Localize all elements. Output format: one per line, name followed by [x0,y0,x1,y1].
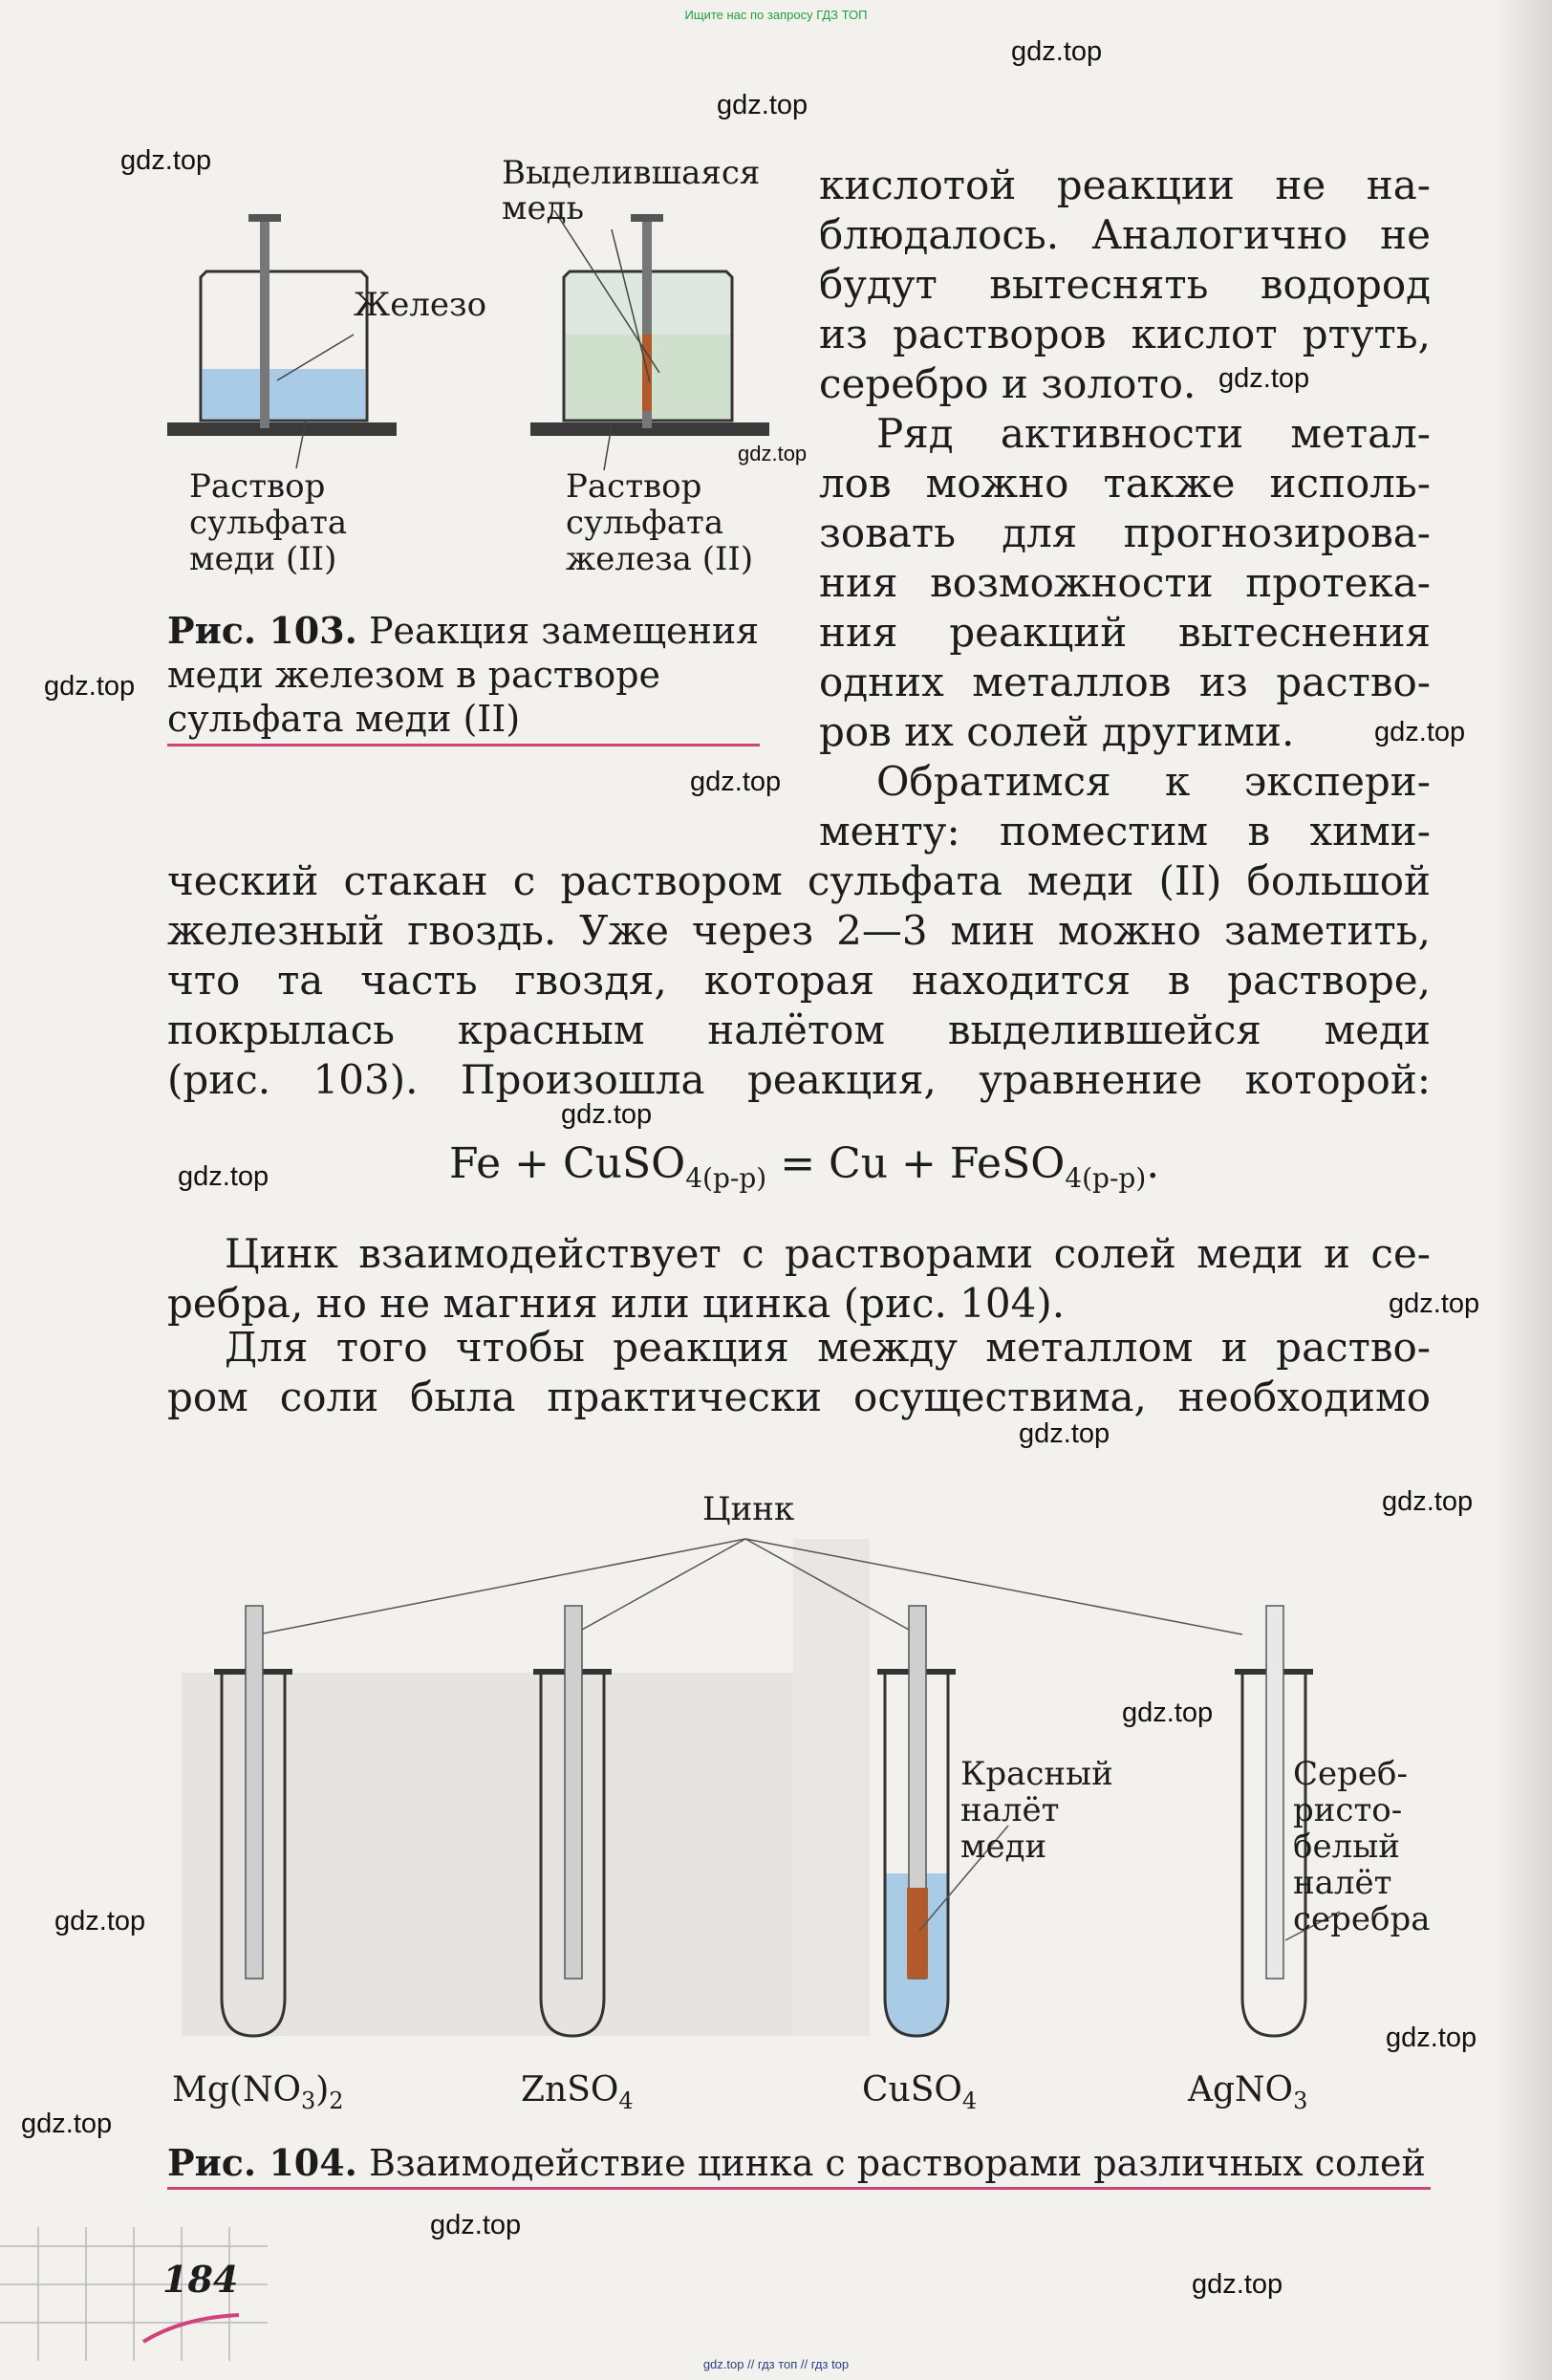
label-iron: Железо [354,286,487,324]
salt-cu-sulfate: CuSO$_4$ [862,2070,978,2115]
solution-left-label: Раствор сульфата меди (II) [189,467,348,578]
reaction-condition-paragraph: Для того чтобы реакция между металлом и раство- ром соли была практически осуществима, необходимо [167,1324,1431,1420]
watermark: gdz.top [1019,1418,1110,1449]
top-search-note: Ищите нас по запросу ГДЗ ТОП [684,8,868,22]
experiment-paragraph: ческий стакан с раствором сульфата меди (II) большой железный гвоздь. Уже через 2—3 мин можно заметить, что та часть гвоздя, которая находится в растворе, покрылась красным налётом выделившейся меди (рис. 103). Произошла реакция, уравнение которой: [167,857,1431,1103]
beaker-left [167,214,397,436]
caption-number: Рис. 103. [167,609,357,652]
figure-103-caption: Рис. 103. Реакция замещения меди железом в растворе сульфата меди (II) [167,609,760,740]
figure-103-illustration [162,191,774,478]
watermark: gdz.top [561,1099,653,1130]
right-column-text: кислотой реакции не на- блюдалось. Аналогично не будут вытеснять водород из растворов кислот ртуть, серебро и золото. Ряд активности метал- лов можно также исполь- зовать для прогнозирова- ния возможности протека- ния реакций вытеснения одних металлов из раство- ров их солей другими. Обратимся к экспери- менту: поместим в хими- [819,162,1431,855]
page-number: 184 [162,2258,239,2301]
red-coat-label: Красный налёт меди [960,1755,1113,1866]
test-tube-cu [877,1606,956,2036]
watermark: gdz.top [1122,1698,1214,1728]
watermark: gdz.top [1218,363,1310,394]
caption-rule [167,744,760,746]
figure-104-illustration [143,1520,1443,2055]
watermark: gdz.top [44,671,136,702]
watermark: gdz.top [738,442,808,465]
reaction-equation: Fe + CuSO$_{4(р-р)}$ = Cu + FeSO$_{4(р-р)}$. [449,1139,1160,1194]
salt-zn-sulfate: ZnSO$_4$ [521,2070,634,2115]
watermark: gdz.top [54,1906,146,1936]
label-copper-line1: Выделившаяся [502,154,761,192]
salt-mg-nitrate: $Mg(NO_3)_2$ [172,2070,344,2115]
caption-number: Рис. 104. [167,2141,357,2184]
silver-coat-label: Сереб- ристо- белый налёт серебра [1293,1755,1431,1938]
caption-rule [167,2187,1431,2190]
watermark: gdz.top [690,767,782,797]
zinc-paragraph: Цинк взаимодействует с растворами солей меди и се- ребра, но не магния или цинка (рис. 104). [167,1230,1431,1327]
watermark: gdz.top [178,1161,269,1192]
figure-104-caption: Рис. 104. Взаимодействие цинка с растворами различных солей [167,2141,1426,2184]
bottom-note: gdz.top // гдз топ // гдз top [702,2357,850,2371]
watermark: gdz.top [21,2109,113,2139]
watermark: gdz.top [717,90,808,120]
label-zinc: Цинк [702,1490,795,1528]
watermark: gdz.top [1011,36,1103,67]
watermark: gdz.top [1192,2269,1283,2300]
beaker-right [530,214,769,436]
solution-right-label: Раствор сульфата железа (II) [566,467,754,578]
page-edge-shadow [1495,0,1552,2380]
salt-ag-nitrate: AgNO$_3$ [1188,2070,1308,2115]
watermark: gdz.top [1382,1486,1474,1517]
watermark: gdz.top [430,2210,522,2240]
watermark: gdz.top [1389,1288,1480,1319]
watermark: gdz.top [120,145,212,176]
watermark: gdz.top [1386,2023,1477,2053]
label-copper-line2: медь [502,189,585,227]
watermark: gdz.top [1374,717,1466,747]
